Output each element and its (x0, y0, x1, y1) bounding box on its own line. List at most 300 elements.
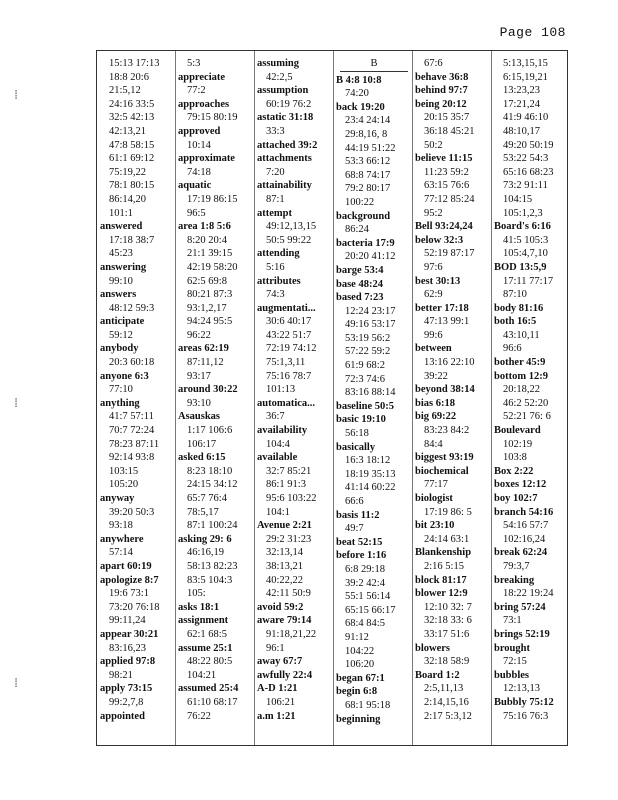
index-page-refs: 95:2 (424, 207, 443, 219)
index-page-refs: 106:17 (187, 438, 217, 450)
index-page-refs: 11:23 59:2 (424, 166, 469, 178)
index-page-refs: 39:2 42:4 (345, 577, 385, 589)
index-term: best 30:13 (415, 275, 461, 287)
index-page-refs: 32:18 58:9 (424, 656, 470, 668)
index-page-refs: 74:18 (187, 166, 211, 178)
index-column-4 (336, 57, 412, 741)
index-page-refs: 104:1 (266, 506, 290, 518)
index-page-refs: 16:3 18:12 (345, 455, 391, 467)
index-page-refs: 93:18 (109, 520, 133, 532)
punch-hole-mark: ⁞ (14, 396, 19, 411)
index-term: bother 45:9 (494, 357, 546, 369)
index-page-refs: 43:22 51:7 (266, 329, 312, 341)
index-page-refs: 24:16 33:5 (109, 98, 155, 110)
index-page-refs: 102:19 (503, 438, 533, 450)
index-page-refs: 42:2,5 (266, 71, 293, 83)
index-page-refs: 86:24 (345, 224, 369, 236)
index-term: block 81:17 (415, 574, 467, 586)
index-page-refs: 73:2 91:11 (503, 180, 548, 192)
index-term: bring 57:24 (494, 601, 546, 613)
index-term: before 1:16 (336, 550, 387, 562)
index-term: attachments (257, 153, 312, 165)
index-page-refs: 41:9 46:10 (503, 112, 549, 124)
index-page-refs: 18:22 19:24 (503, 588, 554, 600)
index-term: between (415, 343, 452, 355)
index-term: big 69:22 (415, 411, 457, 423)
index-page-refs: 92:14 93:8 (109, 452, 155, 464)
index-term: avoid 59:2 (257, 601, 304, 613)
index-page-refs: 33:17 51:6 (424, 628, 470, 640)
index-page-refs: 32:5 42:13 (109, 112, 155, 124)
index-page-refs: 8:20 20:4 (187, 234, 227, 246)
index-term: basically (336, 441, 376, 453)
index-page-refs: 93:1,2,17 (187, 302, 227, 314)
index-page-refs: 70:7 72:24 (109, 425, 155, 437)
index-page-refs: 91:18,21,22 (266, 628, 317, 640)
index-page-refs: 93:17 (187, 370, 211, 382)
index-page-refs: 53:19 56:2 (345, 332, 391, 344)
index-page-refs: 103:15 (109, 465, 139, 477)
index-term: aquatic (178, 180, 212, 192)
index-page-refs: 58:13 82:23 (187, 560, 238, 572)
index-term: availability (257, 425, 308, 437)
index-page-refs: 72:19 74:12 (266, 343, 317, 355)
index-term: assumption (257, 85, 309, 97)
index-page-refs: 83:5 104:3 (187, 574, 233, 586)
index-term: apart 60:19 (100, 560, 152, 572)
index-page-refs: 57:14 (109, 547, 133, 559)
index-page-refs: 98:21 (109, 669, 133, 681)
index-page-refs: 13:16 22:10 (424, 357, 475, 369)
index-term: body 81:16 (494, 302, 544, 314)
index-term: attending (257, 248, 300, 260)
index-page-refs: 48:22 80:5 (187, 656, 233, 668)
index-page-refs: 17:19 86:15 (187, 193, 238, 205)
index-page-refs: 24:15 34:12 (187, 479, 238, 491)
index-term: Bubbly 75:12 (494, 696, 554, 708)
index-page-refs: 104:4 (266, 438, 290, 450)
index-term: assignment (178, 615, 229, 627)
index-page-refs: 62:5 69:8 (187, 275, 227, 287)
index-page-refs: 103:8 (503, 452, 527, 464)
index-page-refs: 105: (187, 588, 206, 600)
index-term: Blankenship (415, 547, 472, 559)
index-term: automatica... (257, 397, 316, 409)
index-term: approaches (178, 98, 230, 110)
index-term: areas 62:19 (178, 343, 229, 355)
index-page-refs: 68:1 95:18 (345, 699, 391, 711)
index-page-refs: 29:2 31:23 (266, 533, 312, 545)
index-page-refs: 42:19 58:20 (187, 261, 238, 273)
index-term: biologist (415, 493, 453, 504)
index-page-refs: 97:6 (424, 261, 443, 273)
index-term: boxes 12:12 (494, 479, 547, 491)
index-term: anyone 6:3 (100, 370, 149, 382)
index-page-refs: 18:19 35:13 (345, 468, 396, 480)
column-divider (412, 51, 413, 745)
index-page-refs: 6:15,19,21 (503, 71, 548, 83)
index-page-refs: 68:4 84:5 (345, 618, 385, 630)
index-term: answers (100, 289, 137, 301)
index-page-refs: 83:23 84:2 (424, 425, 470, 437)
index-page-refs: 73:20 76:18 (109, 601, 160, 613)
index-term: bias 6:18 (415, 397, 455, 409)
index-term: attempt (257, 207, 292, 219)
index-term: background (336, 210, 391, 222)
index-page-refs: 17:18 38:7 (109, 234, 155, 246)
index-term: bacteria 17:9 (336, 237, 395, 249)
index-term: beat 52:15 (336, 536, 383, 548)
index-term: approximate (178, 153, 235, 165)
index-term: asked 6:15 (178, 452, 226, 464)
index-page-refs: 32:7 85:21 (266, 465, 312, 477)
index-page-refs: 72:15 (503, 656, 527, 668)
index-page-refs: 78:5,17 (187, 506, 219, 518)
index-page-refs: 2:14,15,16 (424, 696, 469, 708)
index-term: assumed 25:4 (178, 683, 239, 695)
index-term: A-D 1:21 (257, 683, 298, 695)
column-divider (333, 51, 334, 745)
index-page-refs: 65:7 76:4 (187, 493, 227, 504)
index-term: assume 25:1 (178, 642, 233, 654)
index-term: biggest 93:19 (415, 452, 474, 464)
index-term: baseline 50:5 (336, 400, 395, 412)
index-page-refs: 17:19 86: 5 (424, 506, 472, 518)
index-page-refs: 39:20 50:3 (109, 506, 155, 518)
index-page-refs: 29:8,16, 8 (345, 128, 388, 140)
index-page-refs: 21:5,12 (109, 85, 141, 97)
index-term: Bell 93:24,24 (415, 221, 473, 233)
index-page-refs: 41:14 60:22 (345, 482, 396, 494)
index-term: blowers (415, 642, 450, 654)
index-page-refs: 106:21 (266, 696, 296, 708)
index-page-refs: 91:12 (345, 631, 369, 643)
index-page-refs: 75:1,3,11 (266, 357, 306, 369)
index-page-refs: 33:3 (266, 125, 285, 137)
index-page-refs: 23:4 24:14 (345, 115, 391, 127)
index-page-refs: 2:16 5:15 (424, 560, 464, 572)
index-page-refs: 2:5,11,13 (424, 683, 464, 695)
index-page-refs: 53:22 54:3 (503, 153, 549, 165)
index-page-refs: 20:15 35:7 (424, 112, 470, 124)
index-page-refs: 77:10 (109, 384, 133, 396)
index-page-refs: 104:15 (503, 193, 533, 205)
index-term: anybody (100, 343, 139, 355)
index-term: Asauskas (178, 411, 221, 423)
index-page-refs: 36:7 (266, 411, 285, 423)
index-term: breaking (494, 574, 535, 586)
index-term: behind 97:7 (415, 85, 468, 97)
index-letter-heading: B (340, 57, 408, 72)
index-page-refs: 75:16 76:3 (503, 710, 549, 722)
index-page-refs: 75:16 78:7 (266, 370, 312, 382)
index-page-refs: 20:3 60:18 (109, 357, 155, 369)
index-page-refs: 5:13,15,15 (503, 58, 548, 69)
index-page-refs: 87:1 100:24 (187, 520, 238, 532)
index-term: B 4:8 10:8 (336, 74, 382, 86)
index-term: anything (100, 397, 140, 409)
index-term: appear 30:21 (100, 628, 159, 640)
index-page-refs: 99:10 (109, 275, 133, 287)
index-page-refs: 61:9 68:2 (345, 360, 385, 372)
index-page-refs: 83:16,23 (109, 642, 147, 654)
index-page-refs: 2:17 5:3,12 (424, 710, 472, 722)
index-page-refs: 49:16 53:17 (345, 319, 396, 331)
index-page-refs: 50:2 (424, 139, 443, 151)
index-page-refs: 68:8 74:17 (345, 169, 391, 181)
index-page-refs: 77:2 (187, 85, 206, 97)
index-page-refs: 12:13,13 (503, 683, 541, 695)
index-column-5 (415, 57, 491, 741)
column-divider (491, 51, 492, 745)
index-term: approved (178, 125, 221, 137)
index-term: based 7:23 (336, 292, 384, 304)
index-page-refs: 93:10 (187, 397, 211, 409)
index-page-refs: 49:7 (345, 523, 364, 535)
index-page-refs: 96:6 (503, 343, 522, 355)
word-index-table (96, 50, 568, 746)
index-page-refs: 86:1 91:3 (266, 479, 306, 491)
index-page-refs: 62:9 (424, 289, 443, 301)
index-page-refs: 83:16 88:14 (345, 387, 396, 399)
index-term: anyway (100, 493, 135, 504)
index-term: available (257, 452, 298, 464)
index-page-refs: 8:23 18:10 (187, 465, 233, 477)
index-term: appreciate (178, 71, 226, 83)
index-page-refs: 76:22 (187, 710, 211, 722)
index-page-refs: 42:13,21 (109, 125, 147, 137)
index-term: begin 6:8 (336, 686, 378, 698)
index-term: beginning (336, 713, 381, 725)
index-page-refs: 52:19 87:17 (424, 248, 475, 260)
index-page-refs: 61:10 68:17 (187, 696, 238, 708)
index-page-refs: 72:3 74:6 (345, 373, 385, 385)
index-page-refs: 78:1 80:15 (109, 180, 155, 192)
index-page-refs: 78:23 87:11 (109, 438, 160, 450)
index-page-refs: 49:20 50:19 (503, 139, 554, 151)
index-term: asks 18:1 (178, 601, 220, 613)
index-page-refs: 48:10,17 (503, 125, 541, 137)
index-page-refs: 46:16,19 (187, 547, 225, 559)
index-page-refs: 38:13,21 (266, 560, 304, 572)
index-page-refs: 60:19 76:2 (266, 98, 312, 110)
index-term: basis 11:2 (336, 509, 380, 521)
index-page-refs: 45:23 (109, 248, 133, 260)
index-term: brings 52:19 (494, 628, 550, 640)
index-term: Boulevard (494, 425, 541, 437)
column-divider (254, 51, 255, 745)
index-page-refs: 56:18 (345, 428, 369, 440)
index-column-3 (257, 57, 333, 741)
index-page-refs: 99:2,7,8 (109, 696, 144, 708)
index-page-refs: 47:8 58:15 (109, 139, 155, 151)
index-page-refs: 79:15 80:19 (187, 112, 238, 124)
index-page-refs: 96:1 (266, 642, 285, 654)
index-term: believe 11:15 (415, 153, 473, 165)
index-page-refs: 87:10 (503, 289, 527, 301)
index-page-refs: 12:10 32: 7 (424, 601, 472, 613)
index-page-refs: 86:14,20 (109, 193, 147, 205)
punch-hole-mark: ⁞ (14, 676, 19, 691)
index-page-refs: 77:17 (424, 479, 448, 491)
index-page-refs: 96:22 (187, 329, 211, 341)
index-page-refs: 87:11,12 (187, 357, 224, 369)
index-page-refs: 12:24 23:17 (345, 305, 396, 317)
index-term: biochemical (415, 465, 469, 477)
index-page-refs: 102:16,24 (503, 533, 546, 545)
index-term: attainability (257, 180, 312, 192)
index-term: awfully 22:4 (257, 669, 313, 681)
index-term: attached 39:2 (257, 139, 318, 151)
index-term: behave 36:8 (415, 71, 469, 83)
index-page-refs: 49:12,13,15 (266, 221, 317, 233)
index-page-refs: 46:2 52:20 (503, 397, 549, 409)
index-column-2 (178, 57, 254, 741)
index-page-refs: 101:1 (109, 207, 133, 219)
index-page-refs: 57:22 59:2 (345, 346, 391, 358)
index-page-refs: 55:1 56:14 (345, 591, 391, 603)
index-page-refs: 74:20 (345, 88, 369, 100)
index-page-refs: 62:1 68:5 (187, 628, 227, 640)
index-term: augmentati... (257, 302, 316, 314)
index-term: area 1:8 5:6 (178, 221, 231, 233)
index-page-refs: 73:1 (503, 615, 522, 627)
index-term: Avenue 2:21 (257, 520, 312, 532)
index-term: below 32:3 (415, 234, 464, 246)
index-page-refs: 79:3,7 (503, 560, 530, 572)
index-page-refs: 100:22 (345, 196, 375, 208)
index-page-refs: 96:5 (187, 207, 206, 219)
index-page-refs: 104:21 (187, 669, 217, 681)
index-page-refs: 42:11 50:9 (266, 588, 311, 600)
index-term: asking 29: 6 (178, 533, 232, 545)
index-page-refs: 5:16 (266, 261, 285, 273)
index-page-refs: 21:1 39:15 (187, 248, 233, 260)
index-page-refs: 105:20 (109, 479, 139, 491)
index-page-refs: 36:18 45:21 (424, 125, 475, 137)
index-term: a.m 1:21 (257, 710, 296, 722)
index-term: bottom 12:9 (494, 370, 548, 382)
index-page-refs: 61:1 69:12 (109, 153, 155, 165)
index-term: Box 2:22 (494, 465, 534, 477)
index-term: break 62:24 (494, 547, 548, 559)
index-page-refs: 54:16 57:7 (503, 520, 549, 532)
index-term: Board 1:2 (415, 669, 460, 681)
index-term: apologize 8:7 (100, 574, 159, 586)
index-term: back 19:20 (336, 101, 385, 113)
index-page-refs: 74:3 (266, 289, 285, 301)
index-page-refs: 7:20 (266, 166, 285, 178)
index-page-refs: 17:11 77:17 (503, 275, 554, 287)
index-term: away 67:7 (257, 656, 303, 668)
index-page-refs: 99:6 (424, 329, 443, 341)
index-term: branch 54:16 (494, 506, 554, 518)
index-page-refs: 20:18,22 (503, 384, 541, 396)
index-page-refs: 17:21,24 (503, 98, 541, 110)
index-term: blower 12:9 (415, 588, 468, 600)
index-page-refs: 39:22 (424, 370, 448, 382)
index-page-refs: 50:5 99:22 (266, 234, 312, 246)
index-page-refs: 66:6 (345, 496, 364, 507)
index-term: BOD 13:5,9 (494, 261, 547, 273)
index-page-refs: 41:5 105:3 (503, 234, 549, 246)
index-page-refs: 32:18 33: 6 (424, 615, 472, 627)
index-term: around 30:22 (178, 384, 238, 396)
index-term: aware 79:14 (257, 615, 312, 627)
index-page-refs: 84:4 (424, 438, 443, 450)
index-page-refs: 75:19,22 (109, 166, 147, 178)
index-term: astatic 31:18 (257, 112, 314, 124)
index-page-refs: 106:20 (345, 659, 375, 671)
index-page-refs: 101:13 (266, 384, 296, 396)
index-column-1 (100, 57, 175, 741)
index-term: both 16:5 (494, 316, 537, 328)
index-page-refs: 15:13 17:13 (109, 58, 160, 69)
index-page-refs: 63:15 76:6 (424, 180, 470, 192)
index-term: better 17:18 (415, 302, 469, 314)
page-number-label: Page 108 (499, 25, 566, 40)
index-page-refs: 30:6 40:17 (266, 316, 312, 328)
index-term: appointed (100, 710, 145, 722)
index-page-refs: 18:8 20:6 (109, 71, 149, 83)
index-page-refs: 104:22 (345, 645, 375, 657)
index-page-refs: 67:6 (424, 58, 443, 69)
index-term: assuming (257, 58, 300, 69)
index-term: answered (100, 221, 143, 233)
index-term: being 20:12 (415, 98, 467, 110)
punch-hole-mark: ⁞ (14, 88, 19, 103)
index-term: apply 73:15 (100, 683, 153, 695)
index-page-refs: 13:23,23 (503, 85, 541, 97)
index-page-refs: 99:11,24 (109, 615, 146, 627)
index-page-refs: 32:13,14 (266, 547, 304, 559)
index-term: bit 23:10 (415, 520, 455, 532)
index-page-refs: 19:6 73:1 (109, 588, 149, 600)
column-divider (175, 51, 176, 745)
index-term: answering (100, 261, 147, 273)
index-term: basic 19:10 (336, 414, 386, 426)
index-page-refs: 5:3 (187, 58, 201, 69)
index-page-refs: 40:22,22 (266, 574, 304, 586)
index-page-refs: 80:21 87:3 (187, 289, 233, 301)
index-page-refs: 65:15 66:17 (345, 604, 396, 616)
index-page-refs: 44:19 51:22 (345, 142, 396, 154)
index-page-refs: 105:4,7,10 (503, 248, 548, 260)
index-page-refs: 43:10,11 (503, 329, 540, 341)
index-term: Board's 6:16 (494, 221, 551, 233)
index-page-refs: 79:2 80:17 (345, 183, 391, 195)
index-term: anticipate (100, 316, 145, 328)
index-page-refs: 48:12 59:3 (109, 302, 155, 314)
index-page-refs: 6:8 29:18 (345, 563, 385, 575)
index-page-refs: 10:14 (187, 139, 211, 151)
index-term: anywhere (100, 533, 144, 545)
index-page-refs: 65:16 68:23 (503, 166, 554, 178)
index-page-refs: 52:21 76: 6 (503, 411, 551, 423)
index-term: bubbles (494, 669, 530, 681)
index-page-refs: 105:1,2,3 (503, 207, 543, 219)
index-page-refs: 87:1 (266, 193, 285, 205)
index-column-6 (494, 57, 568, 741)
index-page-refs: 77:12 85:24 (424, 193, 475, 205)
index-term: attributes (257, 275, 301, 287)
index-page-refs: 59:12 (109, 329, 133, 341)
index-term: began 67:1 (336, 672, 385, 684)
index-term: beyond 38:14 (415, 384, 475, 396)
index-term: brought (494, 642, 530, 654)
index-page-refs: 24:14 63:1 (424, 533, 470, 545)
index-page-refs: 20:20 41:12 (345, 251, 396, 263)
